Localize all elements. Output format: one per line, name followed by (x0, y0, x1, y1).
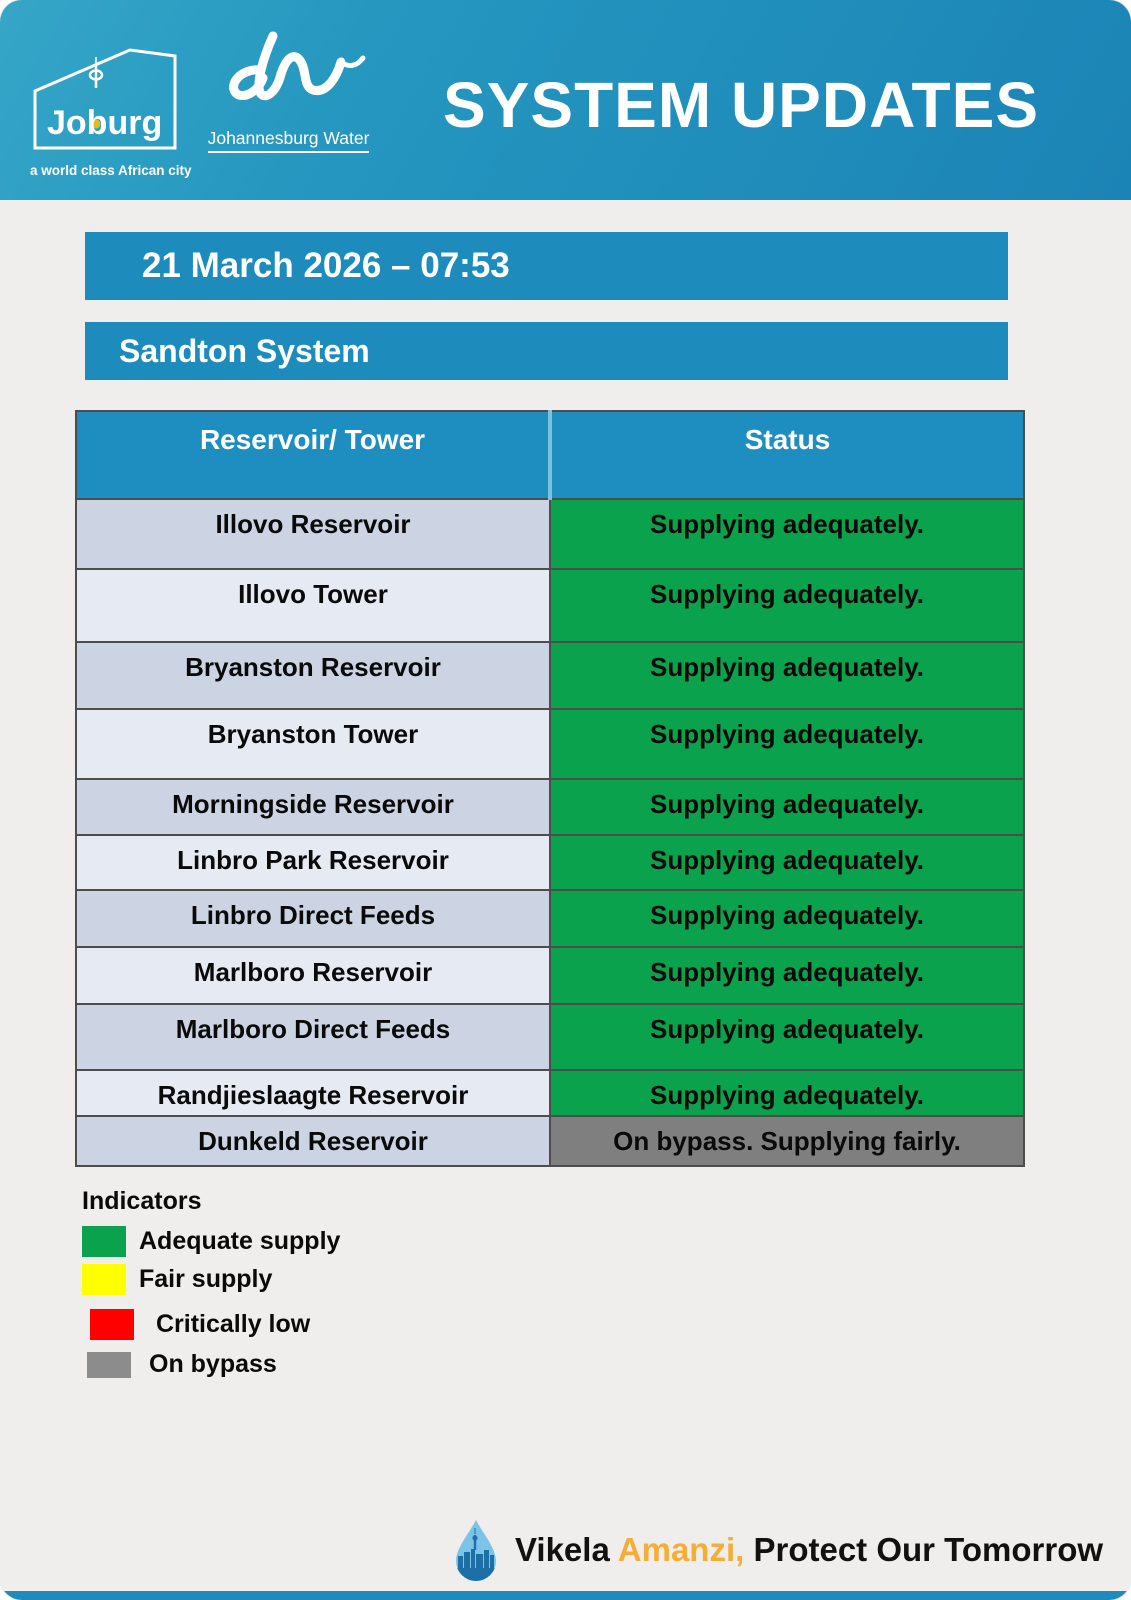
reservoir-name-cell: Marlboro Reservoir (76, 947, 550, 1004)
table-row (76, 947, 1024, 1004)
table-row (76, 569, 1024, 642)
status-cell: Supplying adequately. (550, 779, 1024, 835)
legend-swatch (90, 1309, 134, 1340)
system-name: Sandton System (119, 332, 370, 369)
slogan-before: Vikela (515, 1531, 618, 1568)
table-row (76, 1004, 1024, 1070)
joburg-logo (30, 44, 192, 178)
legend-label: On bypass (149, 1350, 277, 1378)
johannesburg-water-label: Johannesburg Water (208, 128, 370, 153)
water-drop-icon (452, 1518, 500, 1582)
status-cell: Supplying adequately. (550, 835, 1024, 890)
table-header-row (76, 411, 1024, 499)
status-cell: Supplying adequately. (550, 1070, 1024, 1116)
table-row (76, 642, 1024, 709)
reservoir-name-cell: Randjieslaagte Reservoir (76, 1070, 550, 1116)
joburg-logo-text: Joburg (47, 104, 163, 142)
status-cell: Supplying adequately. (550, 709, 1024, 779)
legend-item (82, 1226, 1131, 1257)
page-title: SYSTEM UPDATES (443, 69, 1039, 141)
legend (82, 1187, 1131, 1379)
reservoir-name-cell: Marlboro Direct Feeds (76, 1004, 550, 1070)
status-cell: Supplying adequately. (550, 642, 1024, 709)
slogan-accent: Amanzi, (617, 1531, 745, 1568)
legend-label: Critically low (156, 1310, 311, 1338)
date-text: 21 March 2026 – 07:53 (142, 246, 510, 285)
table-row (76, 890, 1024, 947)
table-row (76, 835, 1024, 890)
status-cell: Supplying adequately. (550, 1004, 1024, 1070)
legend-items (82, 1226, 1131, 1379)
joburg-tagline: a world class African city (30, 163, 192, 178)
legend-item (87, 1350, 1131, 1379)
legend-swatch (82, 1264, 126, 1295)
legend-label: Fair supply (139, 1265, 273, 1293)
reservoir-name-cell: Bryanston Tower (76, 709, 550, 779)
reservoir-name-cell: Morningside Reservoir (76, 779, 550, 835)
johannesburg-water-logo (196, 24, 381, 178)
reservoir-name-cell: Linbro Park Reservoir (76, 835, 550, 890)
column-header-status: Status (550, 411, 1024, 499)
legend-swatch (82, 1226, 126, 1257)
table-row (76, 779, 1024, 835)
date-banner (85, 232, 1008, 300)
status-cell: Supplying adequately. (550, 890, 1024, 947)
reservoir-name-cell: Bryanston Reservoir (76, 642, 550, 709)
reservoir-name-cell: Illovo Reservoir (76, 499, 550, 569)
water-wave-icon (199, 24, 379, 126)
table-row (76, 709, 1024, 779)
reservoir-name-cell: Illovo Tower (76, 569, 550, 642)
status-cell: Supplying adequately. (550, 499, 1024, 569)
footer-slogan (515, 1531, 1103, 1569)
legend-item (90, 1309, 1131, 1340)
legend-label: Adequate supply (139, 1227, 341, 1255)
legend-item (82, 1264, 1131, 1295)
table-row (76, 1070, 1024, 1116)
status-cell: Supplying adequately. (550, 569, 1024, 642)
bottom-strip (0, 1591, 1131, 1600)
header (0, 0, 1131, 200)
logo-group (0, 0, 381, 178)
status-table (75, 410, 1025, 1167)
joburg-logo-icon (30, 44, 180, 152)
legend-title: Indicators (82, 1187, 202, 1215)
status-cell: Supplying adequately. (550, 947, 1024, 1004)
reservoir-name-cell: Dunkeld Reservoir (76, 1116, 550, 1166)
column-header-reservoir: Reservoir/ Tower (76, 411, 550, 499)
table-row (76, 1116, 1024, 1166)
slogan-after: Protect Our Tomorrow (744, 1531, 1104, 1568)
footer (452, 1518, 1103, 1582)
system-banner (85, 322, 1008, 380)
reservoir-name-cell: Linbro Direct Feeds (76, 890, 550, 947)
legend-swatch (87, 1352, 131, 1378)
status-cell: On bypass. Supplying fairly. (550, 1116, 1024, 1166)
table-row (76, 499, 1024, 569)
